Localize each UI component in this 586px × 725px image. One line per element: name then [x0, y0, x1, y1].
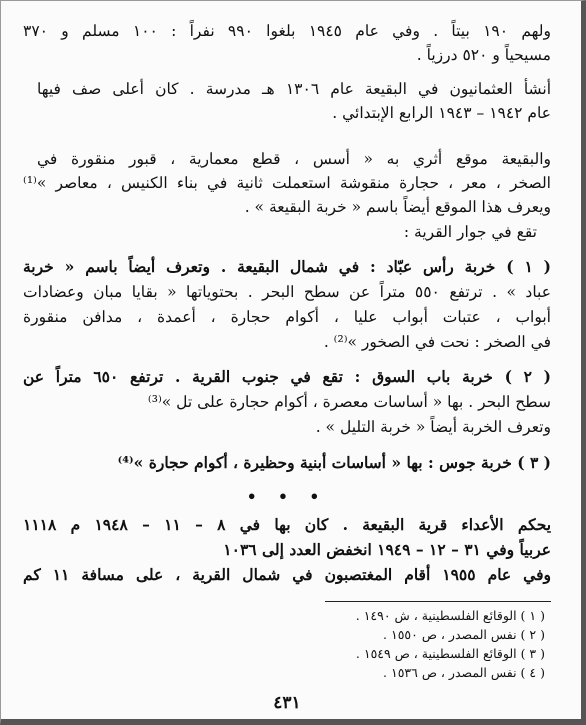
text-line-12: في الصخر : نحت في الصخور »⁽²⁾ .: [323, 333, 551, 351]
text-line-7: ويعرف هذا الموقع أيضاً باسم « خربة البقيعة » .: [244, 198, 551, 216]
text-line-14: سطح البحر . بها « أساسات معصرة ، أكوام حجارة على تل »⁽³⁾: [147, 393, 551, 411]
text-line-11: أبواب ، عتبات أبواب عليا ، أكوام حجارة ، أعمدة ، مدافن منقورة: [23, 308, 551, 326]
text-line-4: عام ١٩٤٢ – ١٩٤٣ الرابع الإبتدائي .: [332, 104, 551, 122]
text-line-15: وتعرف الخربة أيضاً « خربة التليل » .: [315, 418, 551, 436]
footnote-3: ( ٣ ) الوقائع الفلسطينية ، ص ١٥٤٩ .: [355, 646, 545, 661]
footnote-4: ( ٤ ) نفس المصدر ، ص ١٥٣٦ .: [383, 665, 545, 680]
footnote-2: ( ٢ ) نفس المصدر ، ص ١٥٥٠ .: [383, 627, 545, 642]
text-line-18: عربياً وفي ٣١ – ١٢ – ١٩٤٩ انخفض العدد إلى ١٠٣٦: [223, 540, 551, 559]
text-line-19: وفي عام ١٩٥٥ أقام المغتصبون في شمال القرية ، على مسافة ١١ كم: [23, 565, 551, 584]
text-line-1: ولهم ١٩٠ بيتاً . وفي عام ١٩٤٥ بلغوا ٩٩٠ نفراً : ١٠٠ مسلم و ٣٧٠: [23, 22, 551, 40]
text-line-16: ( ٣ ) خربة جوس : بها « أساسات أبنية وحظيرة ، أكوام حجارة »⁽⁴⁾: [117, 453, 551, 472]
text-line-10: عباد » . ترتفع ٥٥٠ متراً عن سطح البحر . بحتوياتها « بقايا مبان وعضادات: [23, 283, 551, 301]
text-line-2: مسيحياً و ٥٢٠ درزياً .: [416, 46, 551, 64]
text-line-5: والبقيعة موقع أثري به « أسس ، قطع معمارية ، قبور منقورة في: [37, 150, 551, 168]
section-dots: • • •: [246, 487, 328, 506]
footnote-rule: [325, 601, 551, 602]
text-line-9: ( ١ ) خربة رأس عبّاد : في شمال البقيعة . وتعرف أيضاً باسم « خربة: [23, 257, 551, 276]
text-line-8: تقع في جوار القرية :: [403, 223, 537, 241]
text-line-17: يحكم الأعداء قرية البقيعة . كان بها في ٨ – ١١ – ١٩٤٨ م ١١١٨: [23, 515, 552, 534]
text-line-13: ( ٢ ) خربة باب السوق : تقع في جنوب القرية . ترتفع ٦٥٠ متراً عن: [23, 367, 552, 386]
page-number: ٤٣١: [273, 693, 301, 713]
text-line-6: الصخر ، معر ، حجارة منقوشة استعملت ثانية في بناء الكنيس ، معاصر »⁽¹⁾: [23, 174, 551, 192]
footnote-1: ( ١ ) الوقائع الفلسطينية ، ش ١٤٩٠ .: [355, 608, 545, 623]
text-line-3: أنشأ العثمانيون في البقيعة عام ١٣٠٦ هـ مدرسة . كان أعلى صف فيها: [37, 80, 551, 98]
